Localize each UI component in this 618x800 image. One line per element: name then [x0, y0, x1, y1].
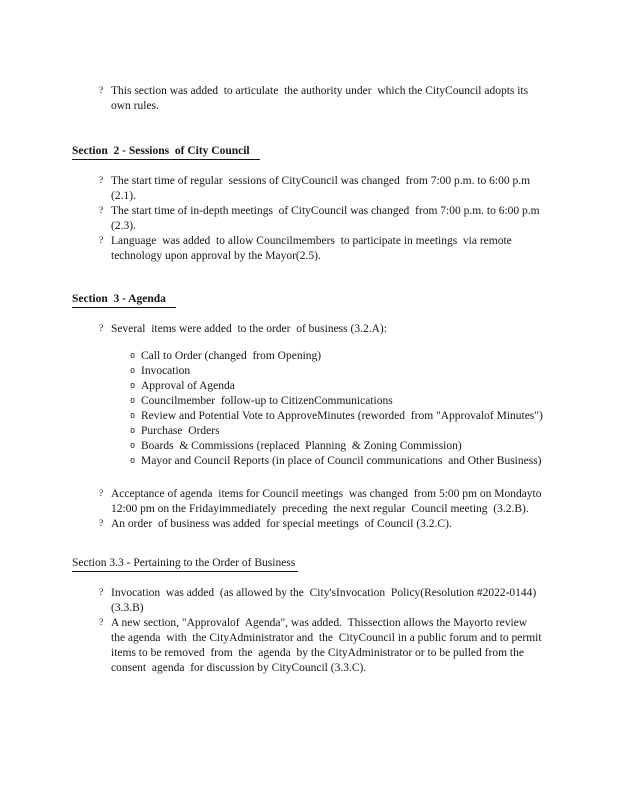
bullet-marker: ?	[99, 176, 104, 186]
sub-bullet-text: Approval of Agenda	[141, 380, 235, 392]
section-3-lead-bullet-list	[72, 322, 546, 337]
sub-bullet-item	[130, 454, 546, 469]
section-3-3-heading: Section 3.3 - Pertaining to the Order of Business	[72, 556, 298, 572]
section-2-bullet-list	[72, 174, 546, 264]
sub-bullet-text: Call to Order (changed from Opening)	[141, 350, 322, 362]
sub-bullet-marker: o	[130, 366, 136, 376]
sub-bullet-marker: o	[130, 396, 136, 406]
bullet-marker: ?	[99, 206, 104, 216]
bullet-text: Invocation was added (as allowed by the City'sInvocation Policy(Resolution #2022-0144) (3.3.B)	[111, 587, 540, 614]
bullet-text: An order of business was added for special meetings of Council (3.2.C).	[111, 518, 452, 530]
sub-bullet-item	[130, 349, 546, 364]
sub-bullet-text: Review and Potential Vote to ApproveMinutes (reworded from "Approvalof Minutes")	[141, 410, 543, 422]
sub-bullet-item	[130, 379, 546, 394]
bullet-marker: ?	[99, 519, 104, 529]
bullet-item	[98, 174, 546, 204]
bullet-marker: ?	[99, 236, 104, 246]
section-3-3-bullet-list	[72, 586, 546, 676]
section-3-heading-row	[72, 292, 546, 308]
bullet-marker: ?	[99, 618, 104, 628]
bullet-text: Several items were added to the order of business (3.2.A):	[111, 323, 387, 335]
bullet-item	[98, 234, 546, 264]
section-2-heading: Section 2 - Sessions of City Council	[72, 144, 260, 160]
bullet-item	[98, 84, 546, 114]
sub-bullet-item	[130, 409, 546, 424]
sub-bullet-marker: o	[130, 351, 136, 361]
bullet-text: The start time of in-depth meetings of CityCouncil was changed from 7:00 p.m. to 6:00 p.m (2.3).	[111, 205, 543, 232]
sub-bullet-marker: o	[130, 456, 136, 466]
bullet-item	[98, 487, 546, 517]
section-3-heading: Section 3 - Agenda	[72, 292, 176, 308]
bullet-marker: ?	[99, 588, 104, 598]
sub-bullet-item	[130, 364, 546, 379]
sub-bullet-item	[130, 424, 546, 439]
intro-bullet-list	[72, 84, 546, 114]
sub-bullet-marker: o	[130, 426, 136, 436]
bullet-text: Acceptance of agenda items for Council meetings was changed from 5:00 pm on Mondayto 12:00 pm on the Fridayimmediately preceding the next regular Council meeting (3.2.B).	[111, 488, 545, 515]
sub-bullet-text: Invocation	[141, 365, 191, 377]
bullet-text: This section was added to articulate the authority under which the CityCouncil adopts its own rules.	[111, 85, 531, 112]
sub-bullet-text: Mayor and Council Reports (in place of Council communications and Other Business)	[141, 455, 542, 467]
sub-bullet-item	[130, 439, 546, 454]
bullet-item	[98, 517, 546, 532]
bullet-marker: ?	[99, 489, 104, 499]
sub-bullet-marker: o	[130, 411, 136, 421]
order-of-business-sub-list	[72, 349, 546, 469]
bullet-item	[98, 322, 546, 337]
sub-bullet-item	[130, 394, 546, 409]
bullet-text: Language was added to allow Councilmembers to participate in meetings via remote technology upon approval by the Mayor(2.5).	[111, 235, 515, 262]
bullet-text: A new section, "Approvalof Agenda", was added. Thissection allows the Mayorto review the agenda with the CityAdministrator and the CityCouncil in a public forum and to permit items to be removed from the agenda by the CityAdministrator or to be pulled from the consent agenda for discussion by CityCouncil (3.3.C).	[111, 617, 548, 674]
sub-bullet-text: Councilmember follow-up to CitizenCommunications	[141, 395, 393, 407]
sub-bullet-marker: o	[130, 441, 136, 451]
bullet-marker: ?	[99, 86, 104, 96]
bullet-text: The start time of regular sessions of CityCouncil was changed from 7:00 p.m. to 6:00 p.m (2.1).	[111, 175, 533, 202]
bullet-item	[98, 616, 546, 676]
bullet-item	[98, 204, 546, 234]
sub-bullet-text: Purchase Orders	[141, 425, 220, 437]
sub-bullet-marker: o	[130, 381, 136, 391]
bullet-item	[98, 586, 546, 616]
section-3-3-heading-row	[72, 556, 546, 572]
bullet-marker: ?	[99, 324, 104, 334]
section-2-heading-row	[72, 144, 546, 160]
section-3-bullet-list	[72, 487, 546, 532]
sub-bullet-text: Boards & Commissions (replaced Planning & Zoning Commission)	[141, 440, 462, 452]
